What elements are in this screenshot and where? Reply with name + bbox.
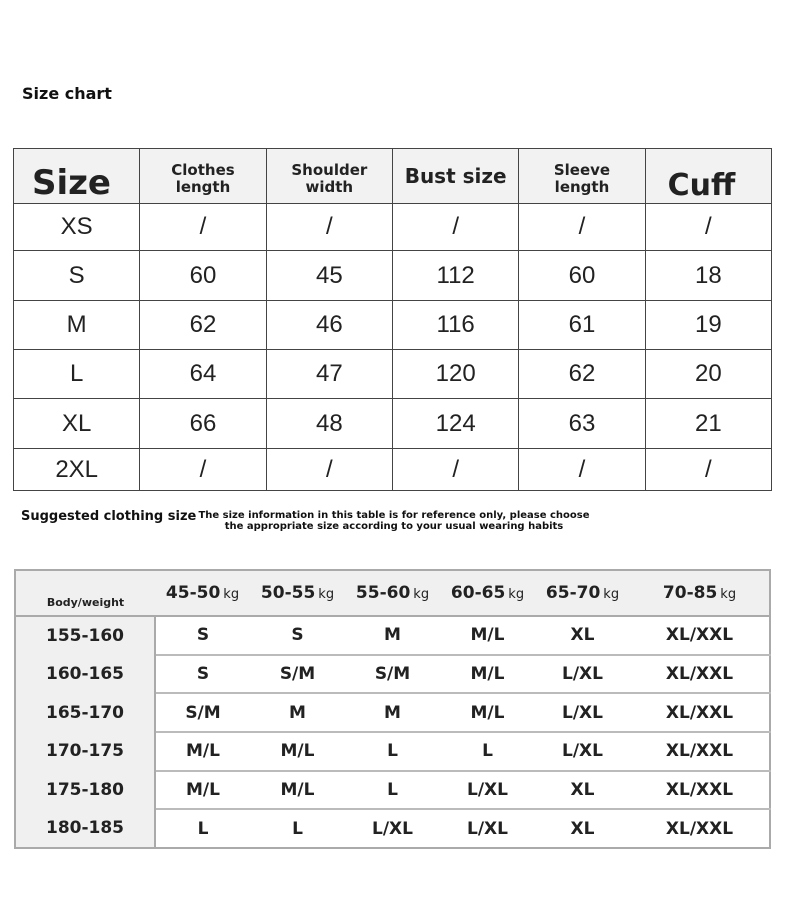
header-size: Size xyxy=(14,149,140,204)
weight-range-header xyxy=(345,570,440,616)
suggestion-row xyxy=(15,616,770,655)
suggested-size-cell: XL/XXL xyxy=(630,732,770,771)
suggested-size-cell: XL/XXL xyxy=(630,655,770,694)
measurement-cell: / xyxy=(266,449,392,491)
suggested-size-cell: M/L xyxy=(155,771,250,810)
measurement-cell: 46 xyxy=(266,301,392,350)
suggested-size-cell: XL xyxy=(535,616,630,655)
measurement-cell: / xyxy=(519,449,645,491)
measurement-cell: 62 xyxy=(140,301,266,350)
measurement-cell: 60 xyxy=(519,251,645,301)
reference-note: The size information in this table is for reference only, please choose the appropriate size according to your usual wearing habits xyxy=(198,510,590,532)
measurement-cell: / xyxy=(266,204,392,251)
suggested-size-cell: L xyxy=(292,818,303,839)
size-chart-title: Size chart xyxy=(22,84,112,103)
suggested-size-cell: XL/XXL xyxy=(630,771,770,810)
measurement-cell: 45 xyxy=(266,251,392,301)
measurement-cell: 48 xyxy=(266,399,392,449)
weight-unit: kg xyxy=(413,587,430,602)
header-shoulder-width: Shoulder width xyxy=(266,149,392,204)
measurement-cell: 120 xyxy=(392,350,518,399)
weight-range-header xyxy=(535,570,630,616)
measurement-cell: 66 xyxy=(140,399,266,449)
suggestion-row xyxy=(15,693,770,732)
weight-range-value: 70-85 xyxy=(662,583,718,603)
suggested-size-cell: L xyxy=(440,732,535,771)
suggested-size-cell: L/XL xyxy=(440,771,535,810)
suggested-size-cell: XL/XXL xyxy=(630,693,770,732)
measurement-cell: / xyxy=(519,204,645,251)
suggested-size-cell: M xyxy=(345,616,440,655)
size-row xyxy=(14,251,772,301)
suggested-size-cell: M/L xyxy=(440,616,535,655)
weight-range-value: 45-50 xyxy=(165,583,221,603)
measurement-cell: 62 xyxy=(519,350,645,399)
suggested-size-cell: L xyxy=(345,771,440,810)
measurement-cell: 21 xyxy=(645,399,771,449)
suggested-size-cell: XL xyxy=(570,818,595,839)
size-row xyxy=(14,204,772,251)
header-bust-size: Bust size xyxy=(392,149,518,204)
weight-unit: kg xyxy=(223,587,240,602)
suggested-size-cell: L/XL xyxy=(535,655,630,694)
measurement-cell: / xyxy=(392,204,518,251)
height-range-cell: 165-170 xyxy=(15,693,155,732)
size-label-cell: XL xyxy=(14,399,140,449)
weight-range-header xyxy=(250,570,345,616)
suggested-size-cell: S xyxy=(155,616,250,655)
measurement-cell: / xyxy=(140,204,266,251)
suggested-size-cell: XL xyxy=(535,771,630,810)
suggested-size-cell: XL/XXL xyxy=(665,818,734,839)
suggested-size-cell: M/L xyxy=(250,771,345,810)
size-row xyxy=(14,301,772,350)
suggestion-row xyxy=(15,809,770,848)
size-row xyxy=(14,399,772,449)
size-chart-table xyxy=(13,148,772,491)
suggested-size-cell: M/L xyxy=(155,732,250,771)
weight-range-header xyxy=(155,570,250,616)
size-label-cell: M xyxy=(14,301,140,350)
body-weight-label: Body/weight xyxy=(15,570,155,616)
height-range-cell: 155-160 xyxy=(15,616,155,655)
suggested-size-cell: S xyxy=(155,655,250,694)
header-sleeve-length: Sleeve length xyxy=(519,149,645,204)
size-chart-header-row xyxy=(14,149,772,204)
measurement-cell: 61 xyxy=(519,301,645,350)
size-row xyxy=(14,449,772,491)
weight-range-value: 50-55 xyxy=(260,583,316,603)
suggestion-row xyxy=(15,732,770,771)
suggested-size-cell: M xyxy=(345,693,440,732)
measurement-cell: / xyxy=(140,449,266,491)
weight-unit: kg xyxy=(508,587,525,602)
weight-unit: kg xyxy=(318,587,335,602)
suggested-size-cell: S xyxy=(250,616,345,655)
suggestion-row xyxy=(15,655,770,694)
size-label-cell: S xyxy=(14,251,140,301)
suggested-size-cell: L/XL xyxy=(467,818,508,839)
weight-range-value: 55-60 xyxy=(355,583,411,603)
measurement-cell: 47 xyxy=(266,350,392,399)
suggested-size-cell: L/XL xyxy=(535,732,630,771)
suggested-size-cell: M/L xyxy=(440,655,535,694)
weight-unit: kg xyxy=(720,587,737,602)
suggested-size-cell: S/M xyxy=(155,693,250,732)
size-row xyxy=(14,350,772,399)
weight-range-header xyxy=(630,570,770,616)
header-cuff: Cuff xyxy=(645,149,771,204)
suggested-size-cell: XL/XXL xyxy=(630,616,770,655)
measurement-cell: 60 xyxy=(140,251,266,301)
suggestion-title: Suggested clothing size xyxy=(21,509,197,524)
suggestion-table xyxy=(14,569,771,849)
suggestion-row xyxy=(15,771,770,810)
weight-unit: kg xyxy=(603,587,620,602)
height-range-cell: 160-165 xyxy=(15,655,155,694)
height-range-cell: 175-180 xyxy=(15,771,155,810)
height-range-cell: 170-175 xyxy=(15,732,155,771)
measurement-cell: 19 xyxy=(645,301,771,350)
weight-range-value: 65-70 xyxy=(545,583,601,603)
measurement-cell: 18 xyxy=(645,251,771,301)
suggested-size-cell: L xyxy=(345,732,440,771)
size-label-cell: XS xyxy=(14,204,140,251)
header-clothes-length: Clothes length xyxy=(140,149,266,204)
suggested-size-cell: S/M xyxy=(345,655,440,694)
suggested-size-cell: M xyxy=(250,693,345,732)
size-label-cell: L xyxy=(14,350,140,399)
height-range-cell: 180-185 xyxy=(15,809,155,848)
suggested-size-cell: S/M xyxy=(250,655,345,694)
measurement-cell: / xyxy=(392,449,518,491)
suggested-size-cell: M/L xyxy=(250,732,345,771)
measurement-cell: 63 xyxy=(519,399,645,449)
measurement-cell: 20 xyxy=(645,350,771,399)
measurement-cell: 64 xyxy=(140,350,266,399)
suggested-size-cell: L/XL xyxy=(372,818,413,839)
suggested-size-cell: M/L xyxy=(440,693,535,732)
size-label-cell: 2XL xyxy=(14,449,140,491)
measurement-cell: / xyxy=(645,204,771,251)
weight-range-value: 60-65 xyxy=(450,583,506,603)
measurement-cell: 112 xyxy=(392,251,518,301)
weight-range-header xyxy=(440,570,535,616)
suggested-size-cell: L xyxy=(197,818,209,839)
suggested-size-cell: L/XL xyxy=(535,693,630,732)
measurement-cell: 116 xyxy=(392,301,518,350)
weight-header-row xyxy=(15,570,770,616)
measurement-cell: / xyxy=(645,449,771,491)
measurement-cell: 124 xyxy=(392,399,518,449)
